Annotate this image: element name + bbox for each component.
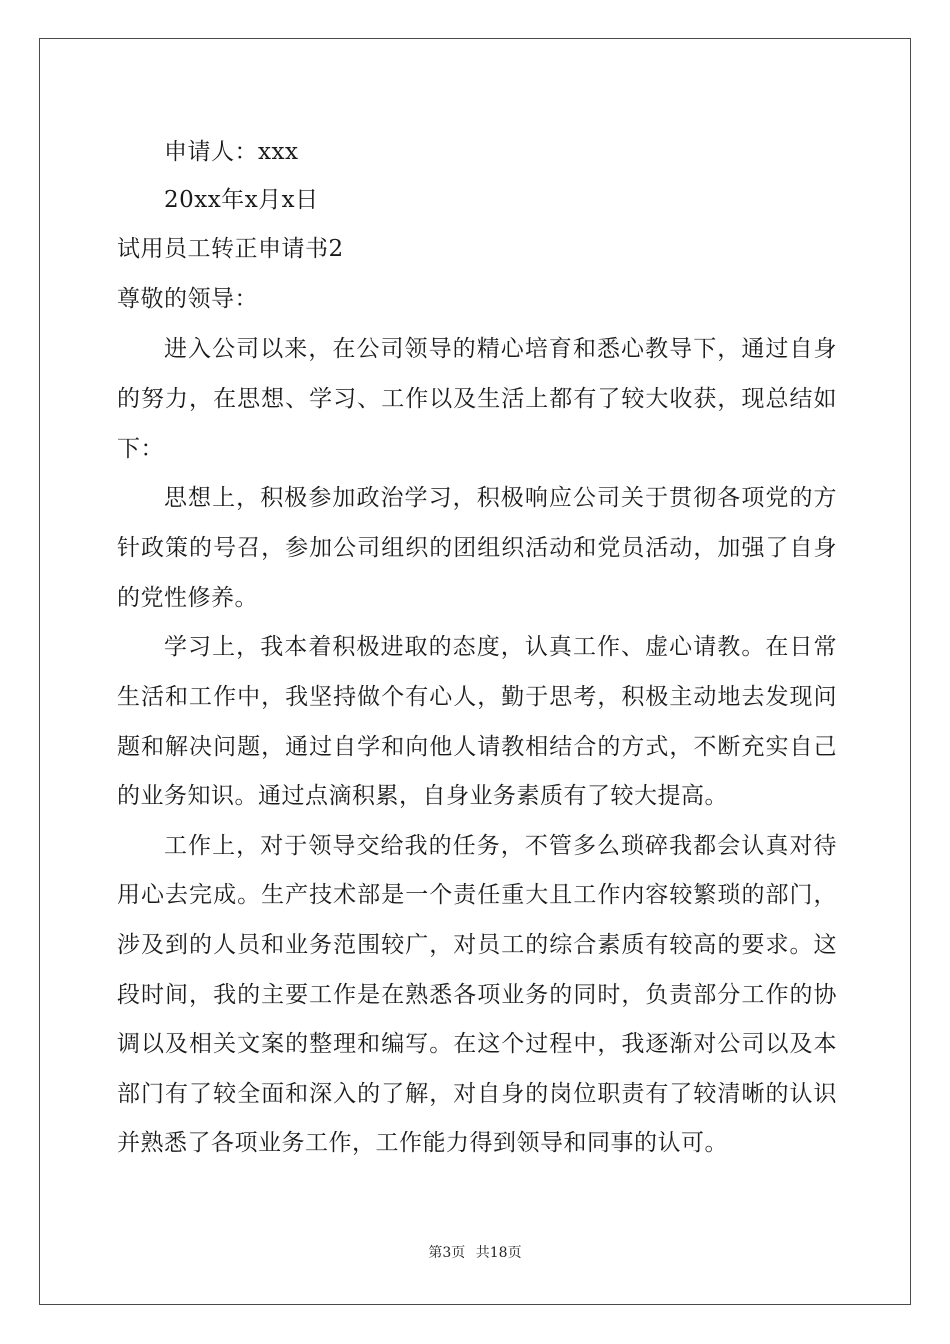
body-line: 题和解决问题，通过自学和向他人请教相结合的方式，不断充实自己	[117, 734, 837, 760]
body-line: 涉及到的人员和业务范围较广，对员工的综合素质有较高的要求。这	[117, 932, 837, 958]
page-total: 共18页	[475, 1245, 522, 1261]
body-line: 部门有了较全面和深入的了解，对自身的岗位职责有了较清晰的认识	[117, 1081, 837, 1107]
date-line: 20xx年x月x日	[164, 187, 319, 213]
body-line: 生活和工作中，我坚持做个有心人，勤于思考，积极主动地去发现问	[117, 684, 837, 710]
body-line: 用心去完成。生产技术部是一个责任重大且工作内容较繁琐的部门，	[117, 882, 837, 908]
body-line: 学习上，我本着积极进取的态度，认真工作、虚心请教。在日常	[164, 634, 837, 660]
body-line: 的努力，在思想、学习、工作以及生活上都有了较大收获，现总结如	[117, 386, 837, 412]
body-line: 并熟悉了各项业务工作，工作能力得到领导和同事的认可。	[117, 1130, 728, 1156]
body-line: 针政策的号召，参加公司组织的团组织活动和党员活动，加强了自身	[117, 535, 837, 561]
body-line: 调以及相关文案的整理和编写。在这个过程中，我逐渐对公司以及本	[117, 1031, 837, 1057]
page-number: 第3页	[428, 1245, 466, 1261]
body-line: 的业务知识。通过点滴积累，自身业务素质有了较大提高。	[117, 783, 728, 809]
applicant-line: 申请人：xxx	[164, 139, 299, 165]
body-line: 下：	[117, 436, 164, 462]
salutation: 尊敬的领导：	[117, 286, 258, 312]
body-line: 段时间，我的主要工作是在熟悉各项业务的同时，负责部分工作的协	[117, 982, 837, 1008]
body-line: 思想上，积极参加政治学习，积极响应公司关于贯彻各项党的方	[164, 485, 837, 511]
page-border	[39, 38, 911, 1305]
page-footer	[0, 1243, 950, 1263]
document-heading: 试用员工转正申请书2	[117, 236, 344, 262]
body-line: 的党性修养。	[117, 585, 258, 611]
body-line: 进入公司以来，在公司领导的精心培育和悉心教导下，通过自身	[164, 336, 837, 362]
body-line: 工作上，对于领导交给我的任务，不管多么琐碎我都会认真对待	[164, 833, 837, 859]
